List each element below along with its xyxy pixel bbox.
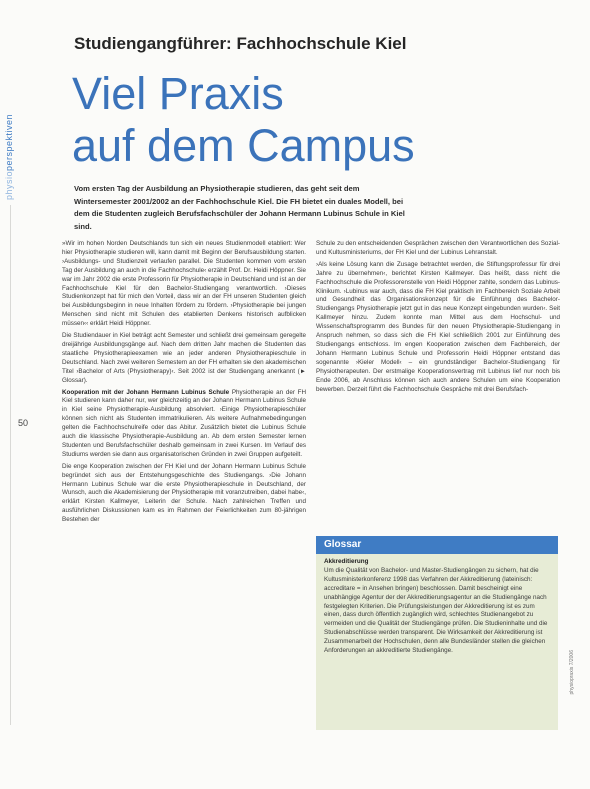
- headline-line1: Viel Praxis: [72, 68, 284, 119]
- glossary-definition: Um die Qualität von Bachelor- und Master-Studiengängen zu sichern, hat die Kultusministerkonferenz 1998 das Verfahren der Akkreditierung (lateinisch: accreditare = in Ansehen bringen) beschlossen. Damit bescheinigt eine unabhängige Agentur der der Akkreditierungsagentur an die Studiengänge nach festgelegten Kriterien. Die Prüfungsleistungen der Akkreditierung ist es zum einen, dass durch öffentlich zugänglich wird, schlechtes Studienangebot zu vermeiden und die Qualität der Studiengänge prüfen. Die Studieninhalte und die Studienabschlüsse werden transparent. Die Wirksamkeit der Akkreditierung ist Zusammenarbeit der Hochschulen, denn alle Bundesländer stellen die gleichen Anforderungen an akkreditierte Studiengänge.: [324, 566, 548, 655]
- section-label-part1: physio: [4, 170, 14, 200]
- paragraph: Die enge Kooperation zwischen der FH Kiel und der Johann Hermann Lubinus Schule begründet sich aus der Entstehungsgeschichte des Studiengangs. ›Die Johann Hermann Lubinus Schule war die erste Physiotherapieschule in Deutschland, der Wunsch, auch die Akademisierung der Physiotherapie mit voranzutreiben, dabei habe‹, erklärt Kirsten Kallmeyer, Leiterin der Schule. Nach zahlreichen Treffen und ausführlichen Diskussionen kam es im Rahmen der Feierlichkeiten zum 80-jährigen Bestehen der: [62, 462, 306, 524]
- paragraph-text: Physiotherapie an der FH Kiel studieren kann daher nur, wer gleichzeitig an der Johann Hermann Lubinus Schule in Kiel seine Physiotherapie-Ausbildung absolviert. ›Einige Physiotherapieschüler können sich nicht als Studenten immatrikulieren. Als weitere Aufnahmebedingungen gelten die Fachhochschulreife oder das Abitur. Zusätzlich bietet die Lubinus Schule auch die klassische Physiotherapie-Ausbildung an. Ab dem ersten Semester lernen Studenten und Berufsfachschüler deshalb gemeinsam in zwei Kursen. Im Verlauf des Studiums werden sie dann aus organisatorischen Gründen in zwei Gruppen aufgeteilt.: [62, 388, 307, 458]
- headline: [72, 68, 542, 172]
- glossary-box: [316, 536, 558, 736]
- paragraph-with-subhead: [62, 389, 306, 460]
- left-column: [62, 240, 306, 528]
- glossary-body: [316, 554, 558, 730]
- paragraph: Die Studiendauer in Kiel beträgt acht Semester und schließt drei gemeinsam geregelte dreijährige Ausbildungsgänge auf. Nach dem dritten Jahr machen die Studenten das staatliche Physiotherapieexamen wie an jeder anderen Physiotherapieschule in Deutschland. Nach zwei weiteren Semestern an der FH erhalten sie den akademischen Titel ›Bachelor of Arts (Physiotherapy)‹. Seit 2002 ist der Studiengang anerkannt (► Glossar).: [62, 332, 306, 384]
- paragraph: »Wir im hohen Norden Deutschlands tun sich ein neues Studienmodell etabliert: Wer hier Physiotherapie studieren will, kann damit mit Beginn der Berufsausbildung starten. ›Ausbildungs- und Studienzeit verlaufen parallel. Die Studenten kommen vom ersten Tag der Ausbildung an auch in die Fachhochschule‹ erzählt Prof. Dr. Heidi Höppner. Sie war im Jahr 2002 die erste Professorin für Physiotherapie in Deutschland und ist an der Fachhochschule Kiel für den Bachelor-Studiengang verantwortlich. ›Dieses Studienkonzept hat für mich den Vorteil, dass wir an der FH unseren Studenten gleich bei Ausbildungsbeginn in neue Inhalten fördern zu fördern. ›Physiotherapie bei jungen Menschen sind nicht mit Schulen des etablierten Denkens historisch aufblicken müssen‹‹ erklärt Heidi Höppner.: [62, 240, 306, 328]
- subheading: Kooperation mit der Johann Hermann Lubinus Schule: [62, 388, 230, 396]
- headline-line2: auf dem Campus: [72, 120, 415, 171]
- glossary-title: Glossar: [316, 536, 558, 554]
- right-column: [316, 240, 560, 397]
- side-divider: [10, 205, 11, 725]
- issue-credit: physiopraxis 7/2006: [569, 650, 575, 695]
- page-number: 50: [18, 418, 29, 428]
- kicker-title: Studiengangführer: Fachhochschule Kiel: [74, 34, 407, 53]
- lead-paragraph: Vom ersten Tag der Ausbildung an Physiotherapie studieren, das geht seit dem Wintersemester 2001/2002 an der Fachhochschule Kiel. Die FH bietet ein duales Modell, bei dem die Studenten zugleich Berufsfachschüler der Johann Hermann Lubinus Schule in Kiel sind.: [74, 184, 405, 231]
- paragraph: ›Als keine Lösung kann die Zusage betrachtet werden, die Stiftungsprofessur für drei Jahre zu übernehmen‹, berichtet Kirsten Kallmeyer. Das heißt, dass nicht die Fachhochschule die Professorenstelle von Heidi Höppner zahlte, sondern das Lubinus-Klinikum. ›Lubinus war auch, dass die FH Kiel praktisch im Fachbereich Soziale Arbeit und Gesundheit das Organisationskonzept für die Einführung des Bachelor-Studiengangs Physiotherapie jetzt gut in das neue Konzept eingebunden wurden‹. Seit Kallmeyer hinzu. Zudem konnte man Mittel aus dem Hochschul- und Wissenschaftsprogramm des Bundes für den neuen Physiotherapie-Studiengang in Anspruch nehmen, so dass sich die FH Kiel schließlich 2001 zur Einführung des Studiengangs entschloss. Im engen Kooperation zwischen dem Fachbereich, der Johann Hermann Lubinus Schule und Professorin Heidi Höppner entstand das sogenannte ›Kieler Modell‹ – ein grundständiger Bachelor-Studiengang für Physiotherapeuten. Der erstmalige Kooperationsvertrag mit Lubinus lief nur noch bis Ende 2006, ab Anschluss können sich auch andere Schulen um eine Kooperation bewerben. Derzeit führt die Fachhochschule Gespräche mit drei Berufsfach-: [316, 260, 560, 393]
- section-label-part2: perspektiven: [4, 113, 14, 171]
- paragraph: Schule zu den entscheidenden Gesprächen zwischen den Verantwortlichen des Sozial- und Kultusministeriums, der FH Kiel und der Lubinus Lehranstalt.: [316, 240, 560, 256]
- section-label: [4, 80, 18, 200]
- glossary-term: Akkreditierung: [324, 558, 369, 565]
